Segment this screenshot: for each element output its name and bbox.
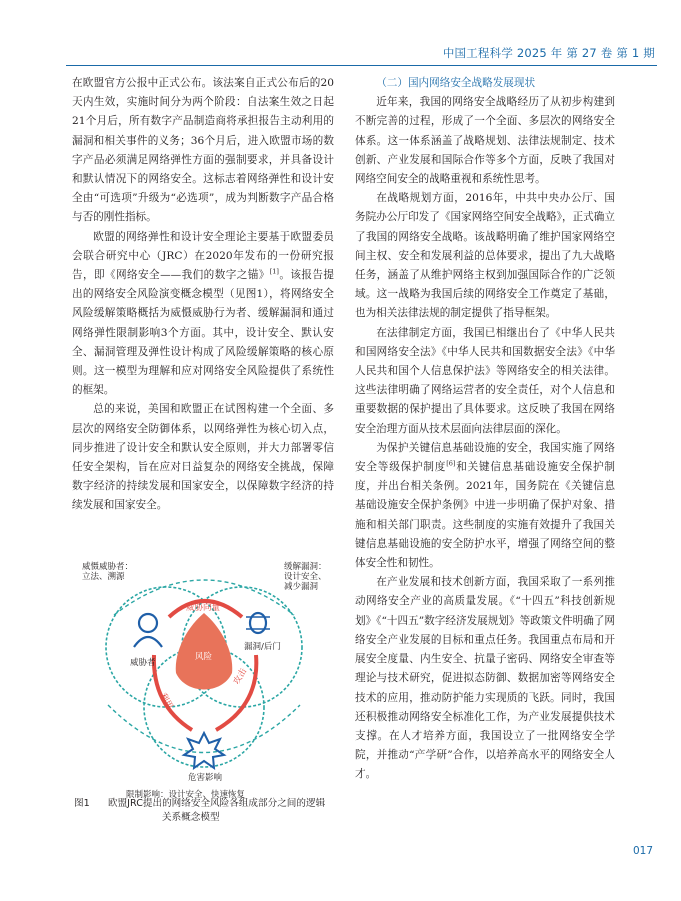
right-paragraph-2: 在战略规划方面，2016年，中共中央办公厅、国务院办公厅印发了《国家网络空间安全战略》，正式确立了我国的网络安全战略。该战略明确了维护国家网络空间主权、安全和发展利益的总体要求，提出了九大战略任务，涵盖了从维护网络主权到加强国际合作的广泛领域。这一战略为我国后续的网络安全工作奠定了基础，也为相关法律法规的制定提供了指导框架。 [355,192,615,320]
arc-threat-vector-label: 威胁向量 [186,603,221,613]
arc-attack-label: 攻击 [231,666,250,687]
label-mitigate-3: 减少漏洞 [284,582,319,592]
citation-6: [6] [446,459,456,468]
center-risk-label: 风险 [195,652,213,662]
journal-header: 中国工程科学 2025 年 第 27 卷 第 1 期 [442,46,655,60]
figure-1 [74,555,336,800]
right-paragraph-4-text-a: 为保护关键信息基础设施的安全，我国实施了网络安全等级保护制度 [355,441,615,474]
citation-1: [1] [269,267,279,276]
impact-burst-icon [184,733,224,768]
node-impact-label: 危害影响 [188,773,223,783]
right-paragraph-3: 在法律制定方面，我国已相继出台了《中华人民共和国网络安全法》《中华人民共和国数据安全法》《中华人民共和国个人信息保护法》等网络安全的相关法律。这些法律明确了网络运营者的安全责任，对个人信息和重要数据的保护提出了具体要求。这反映了我国在网络安全治理方面从技术层面向法律层面的深化。 [355,326,615,435]
node-vuln-label: 漏洞/后门 [244,642,281,652]
caption-text: 欧盟JRC提出的网络安全风险各组成部分之间的逻辑 [108,798,326,809]
right-paragraph-4 [355,439,615,573]
label-deter-2: 立法、溯源 [82,572,125,582]
caption-number: 图1 [74,798,90,809]
right-column [355,74,615,785]
arc-exploit-label: 利用 [157,691,175,712]
bug-icon [246,613,270,633]
left-paragraph-2-text-a: 欧盟的网络弹性和设计安全理论主要基于欧盟委员会联合研究中心（JRC）在2020年发布的一份研究报告，即《网络安全——我们的数字之锚》 [72,230,334,282]
left-paragraph-2-text-b: 。该报告提出的网络安全风险演变概念模型（见图1），将网络安全风险缓解策略概括为威慑威胁行为者、缓解漏洞和通过网络弹性限制影响3个方面。其中，设计安全、默认安全、漏洞管理及弹性设计构成了风险缓解策略的核心原则。这一模型为理解和应对网络安全风险提供了系统性的框架。 [72,269,335,397]
threat-actor-icon [134,614,162,647]
left-paragraph-1: 在欧盟官方公报中正式公布。该法案自正式公布后的20天内生效，实施时间分为两个阶段：自法案生效之日起21个月后，所有数字产品制造商将承担报告主动利用的漏洞和相关事件的义务；36个月后，进入欧盟市场的数字产品必须满足网络弹性方面的强制要求，并具备设计和默认情况下的网络安全。这标志着网络弹性和设计安全由“可选项”升级为“必选项”，成为判断数字产品合格与否的刚性指标。 [72,77,334,224]
header-rule [66,65,657,66]
label-deter: 威慑威胁者： [82,562,134,572]
left-paragraph-3: 总的来说，美国和欧盟正在试图构建一个全面、多层次的网络安全防御体系，以网络弹性为核心切入点，同步推进了设计安全和默认安全原则，并大力部署零信任安全架构，旨在应对日益复杂的网络安全挑战，保障数字经济的持续发展和国家安全，以保障数字经济的持续发展和国家安全。 [72,403,334,512]
label-limit: 限制影响：设计安全、快速恢复 [126,790,246,800]
section-title: （二）国内网络安全战略发展现状 [376,77,536,89]
figure-caption [74,797,342,825]
label-mitigate: 缓解漏洞： [284,562,327,572]
left-paragraph-2 [72,228,334,401]
outer-arc-bottom [108,705,300,753]
caption-text-2: 关系概念模型 [162,812,220,823]
label-mitigate-2: 设计安全、 [284,572,327,582]
right-paragraph-4-text-b: 和关键信息基础设施安全保护制度，并出台相关条例。2021年，国务院在《关键信息基础设施安全保护条例》中进一步明确了保护对象、措施和相关部门职责。这些制度的实施有效提升了我国关键信息基础设施的安全防护水平，增强了网络空间的整体安全性和韧性。 [355,461,616,570]
right-paragraph-1: 近年来，我国的网络安全战略经历了从初步构建到不断完善的过程，形成了一个全面、多层次的网络安全体系。这一体系涵盖了战略规划、法律法规制定、技术创新、产业发展和国际合作等多个方面，反映了我国对网络空间安全的战略重视和系统性思考。 [355,96,615,186]
left-column [72,74,334,516]
node-threat-actor-label: 威胁者 [130,658,156,668]
page-number: 017 [632,845,653,857]
right-paragraph-5: 在产业发展和技术创新方面，我国采取了一系列推动网络安全产业的高质量发展。《“十四五”科技创新规划》《“十四五”数字经济发展规划》等政策文件明确了网络安全产业发展的目标和重点任务。我国重点布局和开展安全度量、内生安全、抗量子密码、网络安全审查等理论与技术研究，促进拟态防御、数据加密等网络安全技术的应用，推动防护能力实现质的飞跃。同时，我国还积极推动网络安全标准化工作，为产业发展提供技术支撑。在人才培养方面，我国设立了一批网络安全学院，并推动“产学研”合作，以培养高水平的网络安全人才。 [355,576,615,781]
